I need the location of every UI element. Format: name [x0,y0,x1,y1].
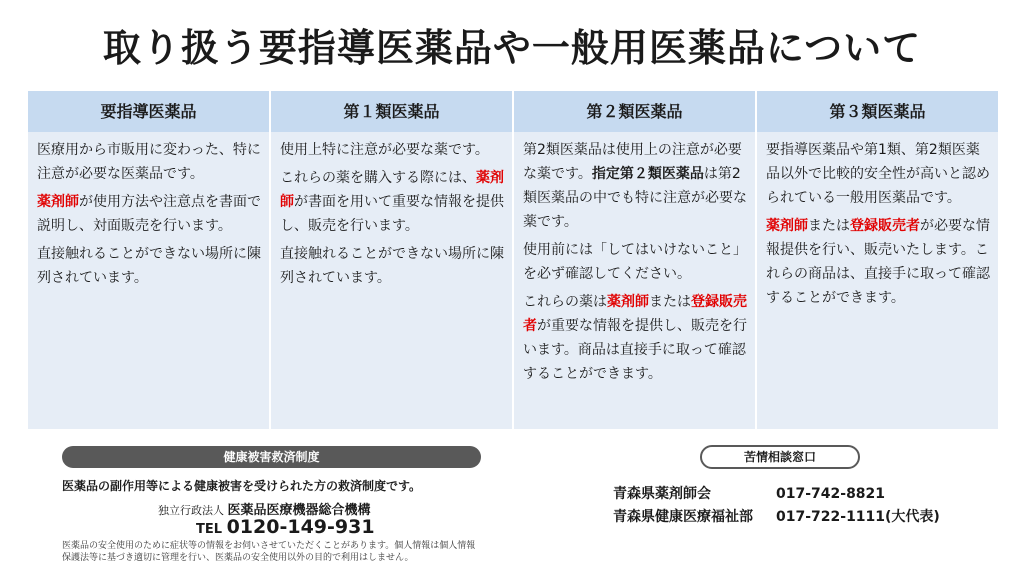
contact-row [613,483,940,506]
column-paragraph: 使用上特に注意が必要な薬です。 [280,142,489,158]
privacy-note: 医薬品の安全使用のために症状等の情報をお伺いさせていただくことがあります。個人情報は個人情報保護法等に基づき適切に管理を行い、医薬品の安全使用以外の目的で利用はしません。 [62,541,476,563]
column-guidance-required [28,91,269,429]
tel-number: 0120-149-931 [226,516,375,538]
column-body [514,132,755,429]
contact-row [613,506,940,529]
paragraph-text: または [649,294,691,310]
complaints-label: 苦情相談窓口 [700,445,860,469]
column-paragraph [523,138,747,234]
pharmacist-highlight: 薬剤師 [37,194,79,210]
paragraph-text: これらの薬は [523,294,607,310]
column-body [271,132,512,429]
column-paragraph [280,166,504,238]
page-title: 取り扱う要指導医薬品や一般用医薬品について [102,26,922,70]
tel-prefix: TEL [196,522,223,537]
paragraph-text: これらの薬を購入する際には、 [280,170,476,186]
column-paragraph: 直接触れることができない場所に陳列されています。 [37,246,261,286]
org-prefix: 独立行政法人 [158,504,224,517]
pharmacist-highlight: 薬剤師 [766,218,808,234]
column-header: 第１類医薬品 [271,91,512,132]
column-header: 第３類医薬品 [757,91,998,132]
contact-name: 青森県薬剤師会 [613,486,711,502]
contact-phone: 017-742-8821 [776,486,886,502]
column-paragraph [37,190,261,238]
paragraph-text: は第2類医薬品の中でも特に注意が必要な薬です。 [523,166,747,230]
column-paragraph: 使用前には「してはいけないこと」を必ず確認してください。 [523,242,747,282]
pharmacist-highlight: 薬剤師 [607,294,649,310]
registered-seller-highlight: 登録販売者 [523,294,747,334]
paragraph-text: 第2類医薬品は使用上の注意が必要な薬です。 [523,142,742,182]
designated-class-2-highlight: 指定第２類医薬品 [591,166,704,182]
column-header: 第２類医薬品 [514,91,755,132]
column-body [757,132,998,429]
column-class-1 [271,91,512,429]
column-paragraph: 医療用から市販用に変わった、特に注意が必要な医薬品です。 [37,142,261,182]
column-paragraph: 直接触れることができない場所に陳列されています。 [280,246,504,286]
column-paragraph: 要指導医薬品や第1類、第2類医薬品以外で比較的安全性が高いと認められている一般用医薬品です。 [766,142,990,206]
column-body [28,132,269,429]
paragraph-text: が書面を用いて重要な情報を提供し、販売を行います。 [280,194,504,234]
relief-phone [196,516,375,538]
complaints-contacts [613,483,940,529]
pharmacist-highlight: 薬剤師 [280,170,504,210]
paragraph-text: が使用方法や注意点を書面で説明し、対面販売を行います。 [37,194,261,234]
column-paragraph [523,290,747,386]
paragraph-text: または [808,218,850,234]
column-class-2 [514,91,755,429]
paragraph-text: が重要な情報を提供し、販売を行います。商品は直接手に取って確認することができます。 [523,318,747,382]
contact-phone: 017-722-1111(大代表) [776,509,940,525]
column-header: 要指導医薬品 [28,91,269,132]
relief-description: 医薬品の副作用等による健康被害を受けられた方の救済制度です。 [62,479,422,493]
column-paragraph [766,214,990,310]
relief-system-label: 健康被害救済制度 [62,446,481,468]
medicine-category-table [28,91,998,429]
registered-seller-highlight: 登録販売者 [850,218,920,234]
org-name: 医薬品医療機器総合機構 [227,503,371,518]
column-class-3 [757,91,998,429]
contact-name: 青森県健康医療福祉部 [613,509,753,525]
paragraph-text: が必要な情報提供を行い、販売いたします。これらの商品は、直接手に取って確認することができます。 [766,218,990,306]
